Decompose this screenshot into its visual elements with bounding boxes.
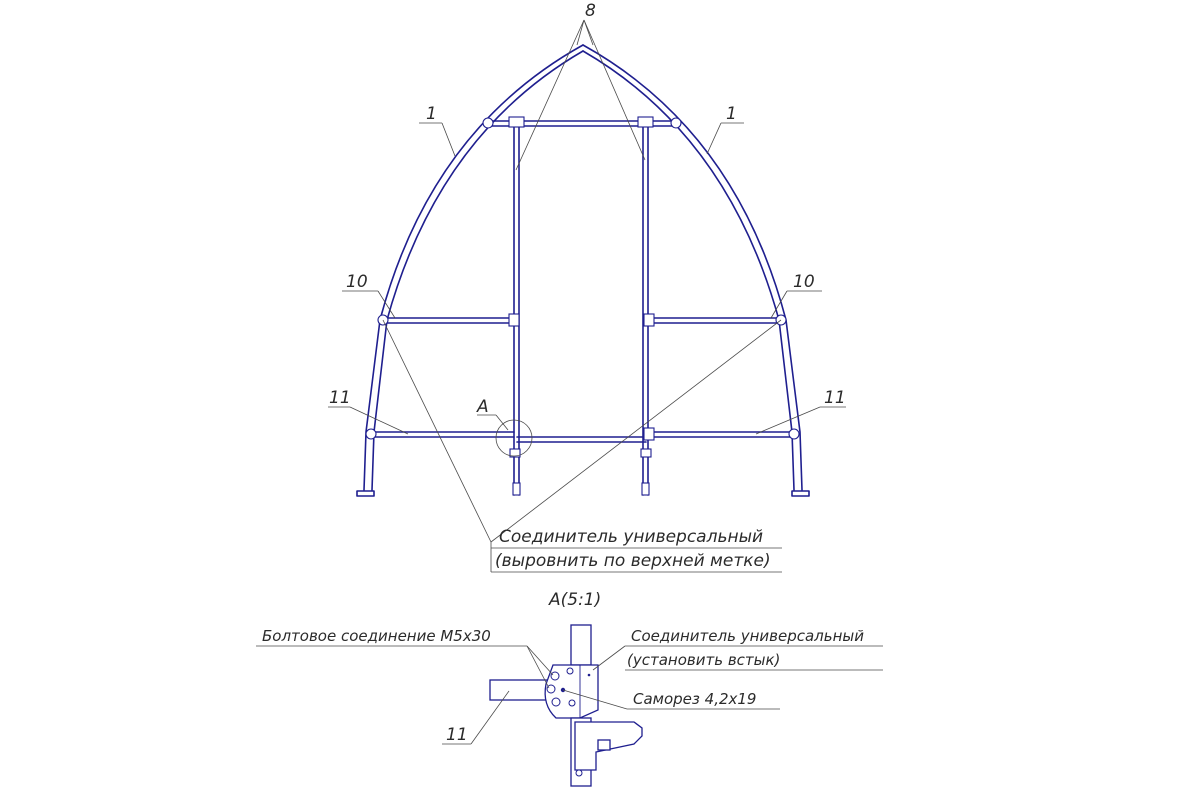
label-view-mark: A — [477, 397, 489, 417]
horizontal-members — [372, 318, 794, 437]
left-arc — [364, 45, 583, 490]
connector-note-line1: Соединитель универсальный — [499, 527, 764, 547]
detail-title: A(5:1) — [549, 590, 602, 610]
connector-b-note-line1: Соединитель универсальный — [631, 627, 865, 645]
label-top: 8 — [585, 1, 596, 21]
label-arc-left: 1 — [426, 104, 437, 124]
label-low-left: 11 — [329, 388, 351, 408]
detail-a-view — [490, 625, 642, 786]
label-arc-right: 1 — [726, 104, 737, 124]
connector-note-line2: (выровнить по верхней метке) — [495, 551, 771, 571]
label-mid-right: 10 — [793, 272, 815, 292]
screw-note: Саморез 4,2х19 — [633, 690, 757, 708]
right-foot — [792, 491, 809, 496]
bolt-note: Болтовое соединение М5х30 — [262, 627, 491, 645]
leaders — [328, 20, 846, 572]
connector-b-note-line2: (установить встык) — [627, 651, 781, 669]
label-detail-part: 11 — [446, 725, 468, 745]
left-foot — [357, 491, 374, 496]
label-mid-left: 10 — [346, 272, 368, 292]
joints — [366, 117, 799, 495]
label-low-right: 11 — [824, 388, 846, 408]
arch-frame — [357, 45, 809, 496]
right-arc — [583, 45, 802, 490]
